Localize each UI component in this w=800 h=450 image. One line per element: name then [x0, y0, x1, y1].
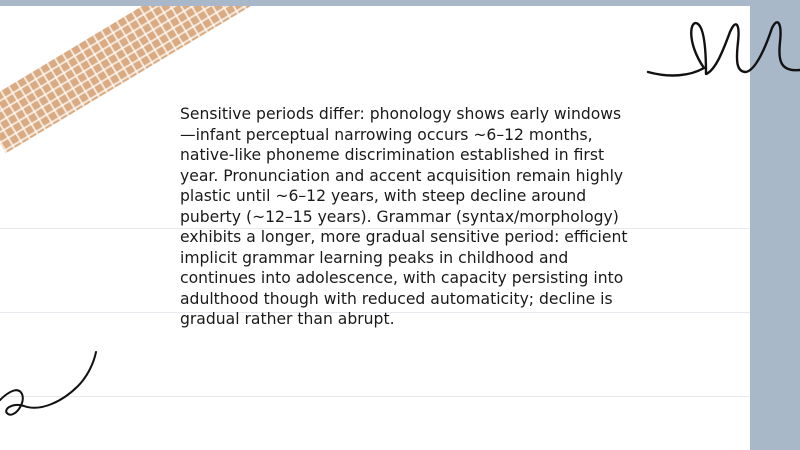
body-text: Sensitive periods differ: phonology shows early windows—infant perceptual narrowing occurs ~6–12 months, native-like phoneme discrimination established in first year. Pronunciation and accent acquisition remain highly plastic until ~6–12 years, with steep decline around puberty (~12–15 years). Grammar (syntax/morphology) exhibits a longer, more gradual sensitive period: efficient implicit grammar learning peaks in childhood and continues into adolescence, with capacity persisting into adulthood though with reduced automaticity; decline is gradual rather than abrupt. [180, 105, 628, 328]
paper-rule-line [0, 396, 750, 397]
